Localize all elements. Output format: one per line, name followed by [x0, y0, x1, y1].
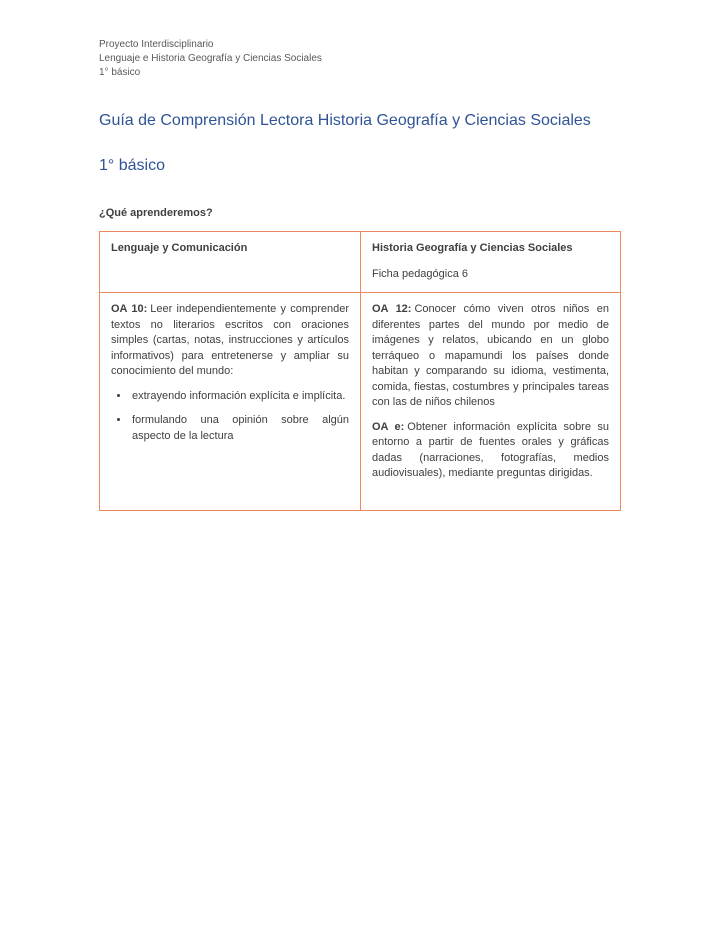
oa10-text: Leer independientemente y comprender textos no literarios escritos con oraciones simples (cartas, notas, instrucciones y artículos informativos) para entretenerse y ampliar su conocimiento del mundo:	[111, 303, 349, 377]
header-cell-historia	[361, 232, 621, 293]
page-title: Guía de Comprensión Lectora Historia Geografía y Ciencias Sociales	[99, 112, 591, 129]
header-line-project: Proyecto Interdisciplinario	[99, 39, 214, 50]
header-line-grade: 1° básico	[99, 67, 141, 78]
table-body-row	[100, 293, 621, 511]
oa10-bullet-list	[111, 389, 349, 445]
oa12-text: Conocer cómo viven otros niños en diferentes partes del mundo por medio de imágenes y relatos, ubicando en un globo terráqueo o mapamundi los países donde habitan y comparando su idioma, vestimenta, comida, fiestas, costumbres y principales tareas con las de niños chilenos	[372, 303, 609, 408]
oa12-paragraph	[372, 302, 609, 411]
oae-paragraph	[372, 420, 609, 482]
header-cell-lenguaje	[100, 232, 361, 293]
historia-column-title: Historia Geografía y Ciencias Sociales	[372, 242, 573, 254]
objectives-table	[99, 231, 621, 511]
oa10-label: OA 10:	[111, 303, 148, 315]
body-cell-historia	[361, 293, 621, 511]
question-heading: ¿Qué aprenderemos?	[99, 207, 213, 219]
body-cell-lenguaje	[100, 293, 361, 511]
oa12-label: OA 12:	[372, 303, 412, 315]
ficha-pedagogica-label: Ficha pedagógica 6	[372, 267, 469, 280]
page-content	[99, 38, 621, 511]
header-line-subject: Lenguaje e Historia Geografía y Ciencias Sociales	[99, 53, 322, 64]
bullet-item: • extrayendo información explícita e implícita.	[130, 389, 349, 405]
table-header-row	[100, 232, 621, 293]
oae-label: OA e:	[372, 420, 405, 433]
document-header	[99, 38, 621, 80]
lenguaje-column-title: Lenguaje y Comunicación	[111, 242, 248, 254]
page-subtitle: 1° básico	[99, 157, 165, 174]
oae-text: Obtener información explícita sobre su entorno a partir de fuentes orales y gráficas dadas (narraciones, fotografías, medios audiovisuales), mediante preguntas dirigidas.	[372, 420, 609, 479]
bullet-item: • formulando una opinión sobre algún aspecto de la lectura	[130, 413, 349, 444]
oa10-paragraph	[111, 302, 349, 380]
